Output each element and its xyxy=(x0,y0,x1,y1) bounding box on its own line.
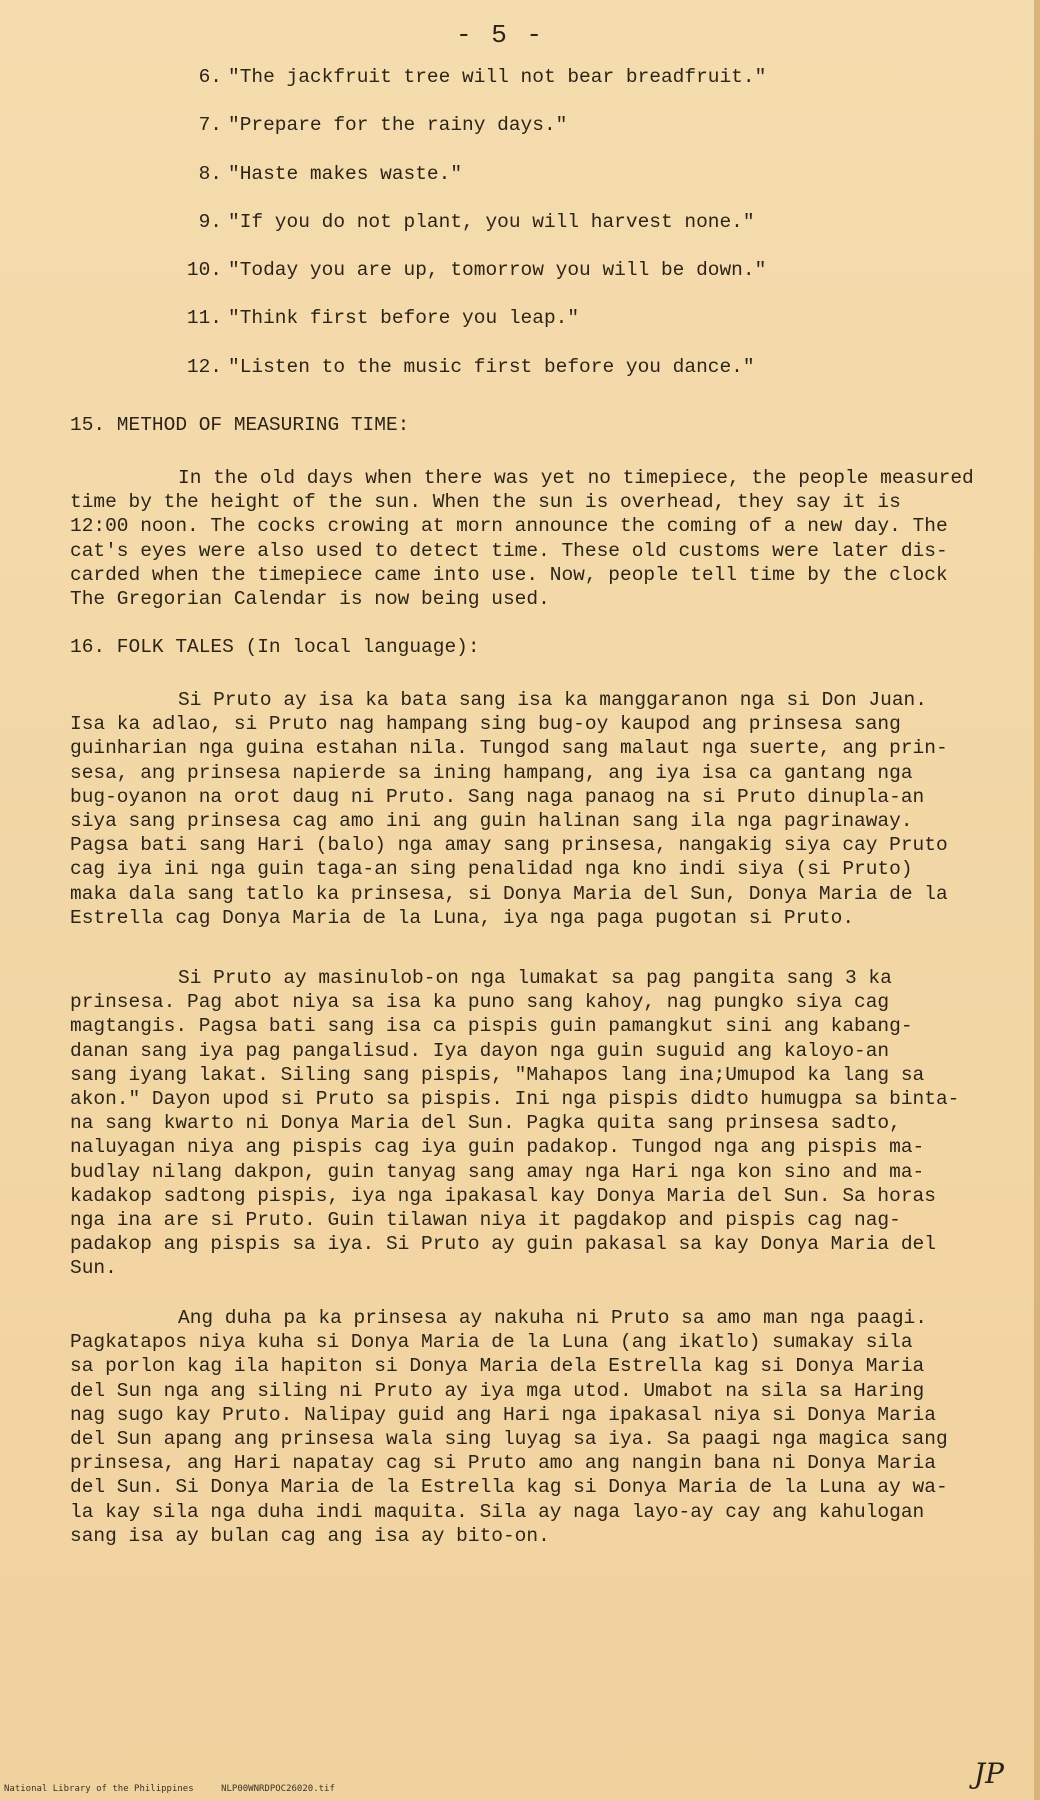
proverb-text: "Think first before you leap." xyxy=(228,307,580,330)
text-line: prinsesa, ang Hari napatay cag si Pruto amo ang nangin bana ni Donya Maria xyxy=(70,1452,936,1475)
proverb-text: "Prepare for the rainy days." xyxy=(228,114,568,137)
file-label: NLP00WNRDPOC26020.tif xyxy=(221,1784,335,1794)
text-line: kadakop sadtong pispis, iya nga ipakasal kay Donya Maria del Sun. Sa horas xyxy=(70,1184,936,1207)
text-line: maka dala sang tatlo ka prinsesa, si Donya Maria del Sun, Donya Maria de la xyxy=(70,882,948,905)
text-line: budlay nilang dakpon, guin tanyag sang amay nga Hari nga kon sino and ma- xyxy=(70,1160,925,1183)
proverb-item xyxy=(178,66,766,114)
text-line: Ang duha pa ka prinsesa ay nakuha ni Pruto sa amo man nga paagi. xyxy=(178,1307,927,1329)
text-line: sang iyang lakat. Siling sang pispis, "Mahapos lang ina;Umupod ka lang sa xyxy=(70,1063,925,1086)
text-line: siya sang prinsesa cag amo ini ang guin halinan sang ila nga pagrinaway. xyxy=(70,809,913,832)
proverb-text: "Today you are up, tomorrow you will be down." xyxy=(228,259,767,282)
proverb-item xyxy=(178,259,766,307)
proverb-number: 7. xyxy=(198,114,222,137)
folk-tale-paragraph-3 xyxy=(70,1306,1000,1548)
text-line: sa porlon kag ila hapiton si Donya Maria dela Estrella kag si Donya Maria xyxy=(70,1355,925,1378)
proverb-item xyxy=(178,114,766,162)
section-16-heading: 16. FOLK TALES (In local language): xyxy=(70,636,480,658)
text-line: prinsesa. Pag abot niya sa isa ka puno sang kahoy, nag pungko siya cag xyxy=(70,991,890,1014)
proverb-item xyxy=(178,356,766,404)
proverb-number: 9. xyxy=(198,210,222,233)
text-line: del Sun. Si Donya Maria de la Estrella kag si Donya Maria de la Luna ay wa- xyxy=(70,1476,948,1499)
page-number: - 5 - xyxy=(455,20,544,50)
handwritten-initials: JP xyxy=(973,1757,1004,1790)
text-line: danan sang iya pag pangalisud. Iya dayon nga guin suguid ang kaloyo-an xyxy=(70,1039,890,1062)
proverb-number: 8. xyxy=(198,162,222,185)
text-line: Sun. xyxy=(70,1257,117,1280)
text-line: Isa ka adlao, si Pruto nag hampang sing bug-oy kaupod ang prinsesa sang xyxy=(70,713,901,736)
text-line: nag sugo kay Pruto. Nalipay guid ang Hari nga ipakasal niya si Donya Maria xyxy=(70,1403,936,1426)
text-line: la kay sila nga duha indi maquita. Sila ay naga layo-ay cay ang kahulogan xyxy=(70,1500,925,1523)
text-line: sesa, ang prinsesa napierde sa ining hampang, ang iya isa ca gantang nga xyxy=(70,761,913,784)
text-line: The Gregorian Calendar is now being used. xyxy=(70,587,550,610)
text-line: del Sun nga ang siling ni Pruto ay iya mga utod. Umabot na sila sa Haring xyxy=(70,1379,925,1402)
proverb-text: "If you do not plant, you will harvest none." xyxy=(228,210,755,233)
proverb-text: "The jackfruit tree will not bear breadfruit." xyxy=(228,66,767,88)
proverb-item xyxy=(178,211,766,259)
text-line: guinharian nga guina estahan nila. Tungod sang malaut nga suerte, ang prin- xyxy=(70,737,948,760)
text-line: carded when the timepiece came into use. Now, people tell time by the clock xyxy=(70,563,948,586)
archive-footer xyxy=(4,1784,357,1794)
section-15-heading: 15. METHOD OF MEASURING TIME: xyxy=(70,414,410,436)
text-line: padakop ang pispis sa iya. Si Pruto ay guin pakasal sa kay Donya Maria del xyxy=(70,1233,936,1256)
text-line: Si Pruto ay masinulob-on nga lumakat sa pag pangita sang 3 ka xyxy=(178,967,892,989)
text-line: del Sun apang ang prinsesa wala sing luyag sa iya. Sa paagi nga magica sang xyxy=(70,1427,948,1450)
folk-tale-paragraph-2 xyxy=(70,966,1000,1280)
text-line: Estrella cag Donya Maria de la Luna, iya nga paga pugotan si Pruto. xyxy=(70,906,855,929)
text-line: cat's eyes were also used to detect time. These old customs were later dis- xyxy=(70,539,948,562)
text-line: akon." Dayon upod si Pruto sa pispis. Ini nga pispis didto humugpa sa binta- xyxy=(70,1087,960,1110)
page-edge xyxy=(1034,0,1040,1800)
proverb-list xyxy=(178,66,766,404)
library-label: National Library of the Philippines xyxy=(4,1784,194,1794)
text-line: Si Pruto ay isa ka bata sang isa ka manggaranon nga si Don Juan. xyxy=(178,689,927,711)
text-line: time by the height of the sun. When the sun is overhead, they say it is xyxy=(70,491,901,514)
text-line: na sang kwarto ni Donya Maria del Sun. Pagka quita sang prinsesa sadto, xyxy=(70,1112,901,1135)
proverb-number: 12. xyxy=(186,355,222,378)
text-line: In the old days when there was yet no timepiece, the people measured xyxy=(178,467,974,489)
text-line: magtangis. Pagsa bati sang isa ca pispis guin pamangkut sini ang kabang- xyxy=(70,1015,913,1038)
proverb-text: "Listen to the music first before you dance." xyxy=(228,355,755,378)
proverb-number: 10. xyxy=(186,259,222,282)
text-line: Pagkatapos niya kuha si Donya Maria de la Luna (ang ikatlo) sumakay sila xyxy=(70,1331,913,1354)
section-15-paragraph xyxy=(70,466,1000,611)
proverb-number: 6. xyxy=(198,66,222,88)
text-line: cag iya ini nga guin taga-an sing penalidad nga kno indi siya (si Pruto) xyxy=(70,858,913,881)
folk-tale-paragraph-1 xyxy=(70,688,1000,930)
proverb-number: 11. xyxy=(186,307,222,330)
proverb-text: "Haste makes waste." xyxy=(228,162,463,185)
proverb-item xyxy=(178,307,766,355)
text-line: sang isa ay bulan cag ang isa ay bito-on. xyxy=(70,1524,550,1547)
text-line: 12:00 noon. The cocks crowing at morn announce the coming of a new day. The xyxy=(70,515,948,538)
proverb-item xyxy=(178,163,766,211)
text-line: naluyagan niya ang pispis cag iya guin padakop. Tungod nga ang pispis ma- xyxy=(70,1136,925,1159)
text-line: Pagsa bati sang Hari (balo) nga amay sang prinsesa, nangakig siya cay Pruto xyxy=(70,834,948,857)
text-line: nga ina are si Pruto. Guin tilawan niya it pagdakop and pispis cag nag- xyxy=(70,1208,901,1231)
text-line: bug-oyanon na orot daug ni Pruto. Sang naga panaog na si Pruto dinupla-an xyxy=(70,785,925,808)
